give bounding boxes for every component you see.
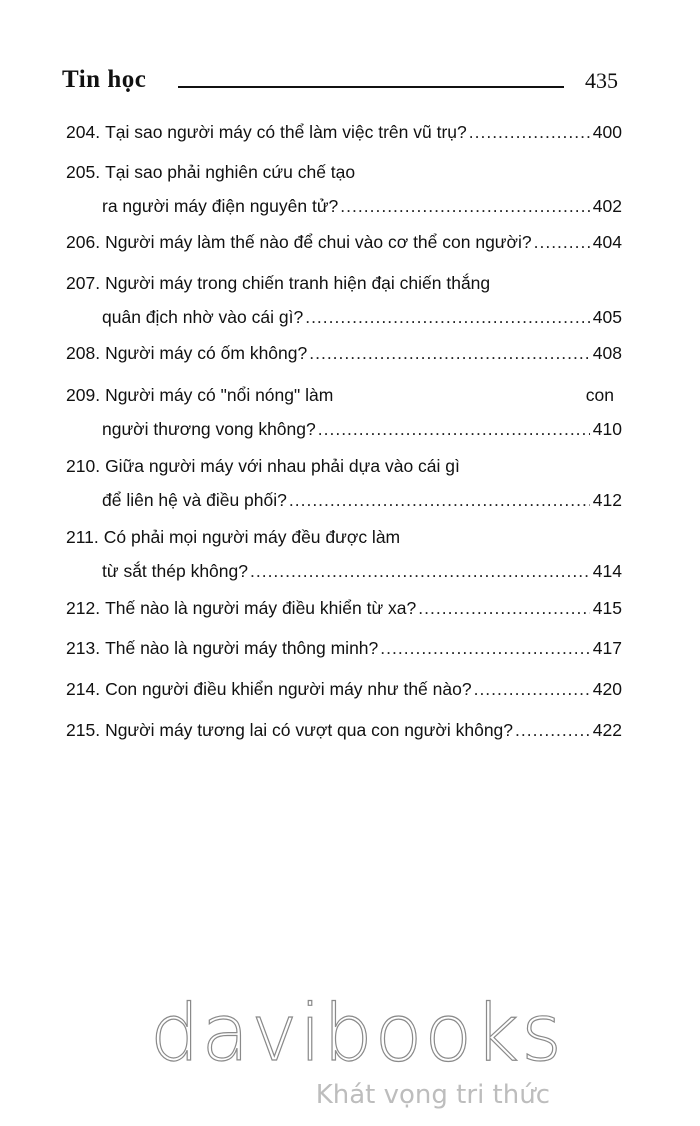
entry-title: Thế nào là người máy thông minh? xyxy=(105,638,379,658)
toc-entry-213 xyxy=(66,631,622,665)
page-number: 435 xyxy=(585,68,618,93)
entry-page: 414 xyxy=(592,561,622,581)
dot-leader xyxy=(305,300,590,334)
watermark-logo: davibooks xyxy=(150,989,564,1079)
entry-title-continued: để liên hệ và điều phối? xyxy=(102,490,287,510)
entry-number: 208. xyxy=(66,343,101,363)
toc-entry-208 xyxy=(66,336,622,370)
entry-page: 400 xyxy=(592,122,622,142)
toc-entry-207 xyxy=(66,266,622,334)
entry-title: Tại sao phải nghiên cứu chế tạo xyxy=(105,162,356,182)
header-rule xyxy=(178,86,564,88)
toc-entry-204 xyxy=(66,115,622,149)
toc-entry-206 xyxy=(66,225,622,259)
dot-leader xyxy=(318,412,590,446)
entry-title: Tại sao người máy có thể làm việc trên vũ trụ? xyxy=(105,122,467,142)
dot-leader xyxy=(469,115,590,149)
entry-title: Người máy trong chiến tranh hiện đại chiến thắng xyxy=(105,273,491,293)
entry-number: 205. xyxy=(66,162,101,182)
entry-title: Con người điều khiển người máy như thế nào? xyxy=(105,679,472,699)
entry-title-continued: quân địch nhờ vào cái gì? xyxy=(102,307,304,327)
toc-entry-205 xyxy=(66,155,622,223)
toc-entry-211 xyxy=(66,520,622,588)
toc-entry-212 xyxy=(66,591,622,625)
dot-leader xyxy=(380,631,590,665)
entry-title: Giữa người máy với nhau phải dựa vào cái gì xyxy=(105,456,460,476)
entry-number: 213. xyxy=(66,638,101,658)
toc-entry-215 xyxy=(66,713,622,747)
entry-title-fragment: con xyxy=(585,385,614,405)
entry-page: 408 xyxy=(592,343,622,363)
entry-page: 410 xyxy=(592,419,622,439)
entry-page: 402 xyxy=(592,196,622,216)
entry-title: Có phải mọi người máy đều được làm xyxy=(103,527,401,547)
entry-number: 215. xyxy=(66,720,101,740)
toc-entry-209 xyxy=(66,378,622,446)
entry-page: 417 xyxy=(592,638,622,658)
entry-page: 405 xyxy=(592,307,622,327)
entry-number: 214. xyxy=(66,679,101,699)
toc-entry-210 xyxy=(66,449,622,517)
entry-number: 207. xyxy=(66,273,101,293)
dot-leader xyxy=(340,189,590,223)
entry-title: Người máy tương lai có vượt qua con người không? xyxy=(105,720,514,740)
entry-title-continued: từ sắt thép không? xyxy=(102,561,248,581)
section-title: Tin học xyxy=(62,66,147,93)
entry-page: 415 xyxy=(592,598,622,618)
dot-leader xyxy=(515,713,590,747)
dot-leader xyxy=(289,483,590,517)
entry-number: 211. xyxy=(66,527,99,547)
entry-number: 210. xyxy=(66,456,101,476)
entry-title: Người máy có ốm không? xyxy=(105,343,308,363)
entry-number: 212. xyxy=(66,598,101,618)
dot-leader xyxy=(250,554,590,588)
entry-page: 420 xyxy=(592,679,622,699)
entry-title: Thế nào là người máy điều khiển từ xa? xyxy=(105,598,417,618)
entry-title-continued: người thương vong không? xyxy=(102,419,316,439)
entry-page: 412 xyxy=(592,490,622,510)
entry-number: 209. xyxy=(66,385,101,405)
dot-leader xyxy=(534,225,590,259)
entry-number: 206. xyxy=(66,232,101,252)
entry-number: 204. xyxy=(66,122,101,142)
entry-title: Người máy làm thế nào để chui vào cơ thể con người? xyxy=(105,232,532,252)
entry-title: Người máy có "nổi nóng" làm xyxy=(105,385,334,405)
entry-page: 404 xyxy=(592,232,622,252)
dot-leader xyxy=(474,672,590,706)
page-header xyxy=(62,66,618,100)
dot-leader xyxy=(309,336,590,370)
entry-page: 422 xyxy=(592,720,622,740)
watermark-tagline: Khát vọng tri thức xyxy=(315,1080,550,1110)
dot-leader xyxy=(418,591,590,625)
entry-title-continued: ra người máy điện nguyên tử? xyxy=(102,196,339,216)
toc-entry-214 xyxy=(66,672,622,706)
